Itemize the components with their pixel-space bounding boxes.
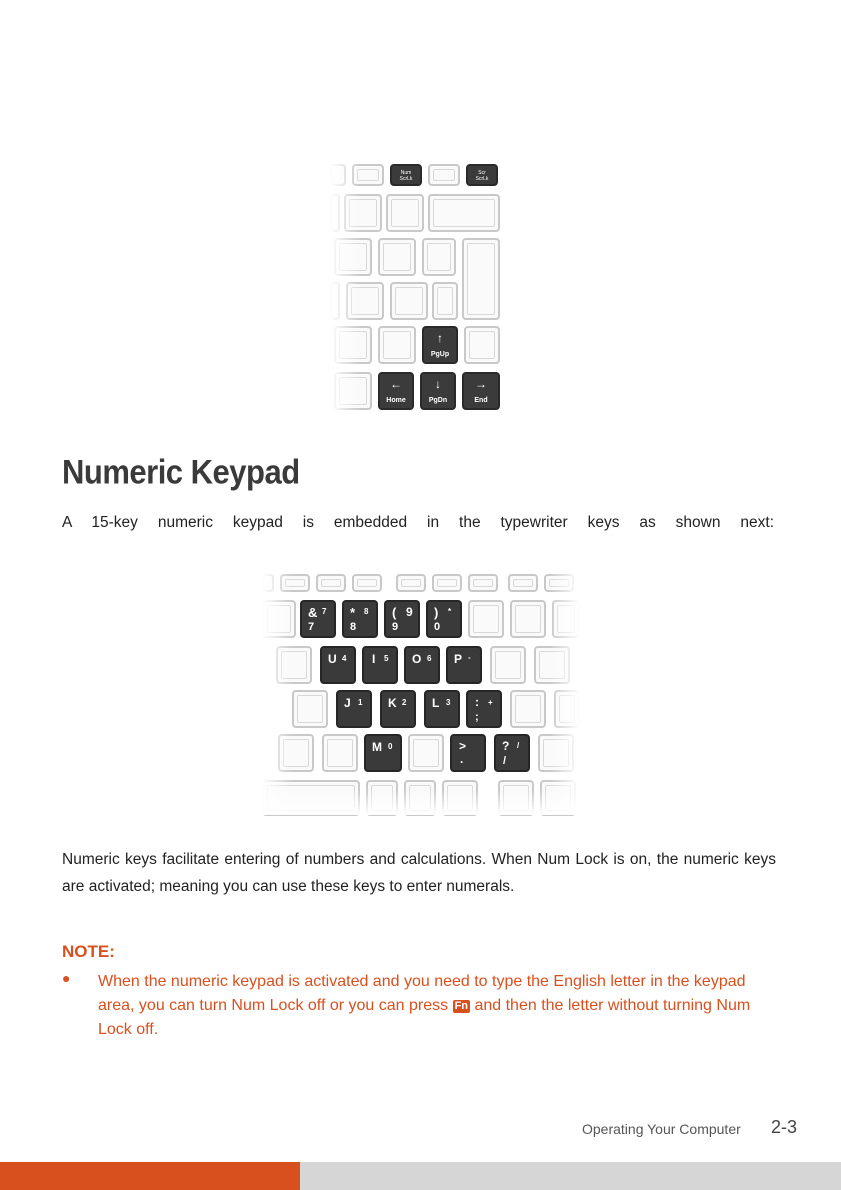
key-m-secondary: 0 [388, 742, 393, 751]
key-8-number: 8 [350, 621, 357, 633]
key-semicolon-primary: : [475, 695, 479, 709]
key-shift [464, 326, 500, 364]
body-paragraph: Numeric keys facilitate entering of numbers and calculations. When Num Lock is on, the numeric keys are activated; meaning you can use these keys to enter numerals. [62, 851, 776, 895]
key-f-row [508, 574, 538, 592]
key-pgup-label: PgUp [430, 351, 450, 358]
key-f-row [352, 574, 382, 592]
key-pgup [422, 326, 458, 364]
note-text-before: When the numeric keypad is activated and you need to type the English letter in the keypad area, you can turn Num Lock off or you can press [98, 973, 746, 1014]
key-slash-lower: / [503, 755, 507, 767]
key-l [424, 690, 460, 728]
footer-chapter-label: Operating Your Computer [582, 1121, 741, 1137]
figure-fade [550, 570, 580, 815]
key-semicolon-lower: ; [475, 711, 479, 723]
key-numlock [390, 164, 422, 186]
footer-bar [300, 1162, 841, 1190]
key-enter [462, 238, 500, 320]
key-bracket-open [490, 646, 526, 684]
key-h [292, 690, 328, 728]
key-period [450, 734, 486, 772]
figure-fade [262, 570, 292, 815]
key-equals [386, 194, 424, 232]
key-j [336, 690, 372, 728]
key-0-number: 0 [434, 621, 441, 633]
key-9 [384, 600, 420, 638]
key-l-primary: L [432, 696, 440, 710]
key-quote [510, 690, 546, 728]
key-u-secondary: 4 [342, 654, 347, 663]
key-f-row [432, 574, 462, 592]
key-m [364, 734, 402, 772]
key-period-lower: . [460, 752, 464, 766]
key-i [362, 646, 398, 684]
down-arrow-icon: ↓ [435, 377, 441, 391]
key-semicolon [466, 690, 502, 728]
key-home-label: Home [386, 397, 406, 404]
key-0-primary: ) [434, 605, 439, 620]
key-slash [494, 734, 530, 772]
key-f-row [396, 574, 426, 592]
note-text [98, 970, 780, 1042]
figure-fade [330, 160, 360, 415]
key-numlock-label: Num ScrLk [399, 170, 413, 182]
right-arrow-icon: → [475, 377, 487, 391]
section-title: Numeric Keypad [62, 452, 300, 492]
key-end-label: End [474, 397, 488, 404]
key-semicolon-secondary: + [488, 698, 493, 707]
key-i-primary: I [372, 652, 376, 666]
key-9-secondary: 9 [406, 605, 413, 619]
key-7-primary: & [308, 605, 318, 620]
key-o-primary: O [412, 652, 422, 666]
key-8-secondary: 8 [364, 607, 369, 616]
key-backslash [432, 282, 458, 320]
key-u-primary: U [328, 652, 337, 666]
figure-fade [262, 789, 580, 815]
intro-text: A 15-key numeric keypad is embedded in the typewriter keys as shown next: [62, 514, 774, 531]
key-8-primary: * [350, 605, 356, 620]
key-minus [468, 600, 504, 638]
key-p-primary: P [454, 652, 463, 666]
key-k-secondary: 2 [402, 698, 407, 707]
key-slash-primary: ? [502, 739, 510, 753]
bullet-icon: ● [62, 970, 71, 986]
key-m-primary: M [372, 740, 382, 754]
key-j-secondary: 1 [358, 698, 363, 707]
key-7-number: 7 [308, 621, 315, 633]
key-bracket-open [378, 238, 416, 276]
key-backspace [428, 194, 500, 232]
key-0 [426, 600, 462, 638]
key-comma [408, 734, 444, 772]
key-9-number: 9 [392, 621, 399, 633]
key-o [404, 646, 440, 684]
key-bracket-close [422, 238, 456, 276]
key-quote [390, 282, 428, 320]
key-u [320, 646, 356, 684]
key-home [378, 372, 414, 410]
key-0-secondary: * [448, 607, 452, 616]
key-slash [378, 326, 416, 364]
key-j-primary: J [344, 696, 351, 710]
key-8 [342, 600, 378, 638]
key-o-secondary: 6 [427, 654, 432, 663]
key-n [322, 734, 358, 772]
note-heading: NOTE: [62, 942, 115, 961]
key-f-row [468, 574, 498, 592]
key-pgdn-label: PgDn [428, 397, 448, 404]
navigation-keys-figure [330, 160, 505, 415]
key-scrlock [466, 164, 498, 186]
key-9-primary: ( [392, 605, 397, 620]
key-end [462, 372, 500, 410]
fn-key-icon: Fn [454, 1000, 469, 1012]
key-f-row [316, 574, 346, 592]
key-7 [300, 600, 336, 638]
note-text-after: and then the letter without turning Num Lock off. [98, 997, 751, 1038]
footer-bar-accent [0, 1162, 300, 1190]
key-7-secondary: 7 [322, 607, 327, 616]
key-p-secondary: - [468, 653, 471, 662]
key-equals [510, 600, 546, 638]
key-l-secondary: 3 [446, 698, 451, 707]
up-arrow-icon: ↑ [437, 331, 443, 345]
key-p [446, 646, 482, 684]
key-k-primary: K [388, 696, 397, 710]
footer-page-number: 2-3 [771, 1117, 798, 1137]
key-period-primary: > [459, 739, 467, 753]
key-pgdn [420, 372, 456, 410]
key-i-secondary: 5 [384, 654, 389, 663]
key-slash-secondary: / [517, 741, 520, 750]
left-arrow-icon: ← [390, 377, 402, 391]
numeric-keypad-figure [262, 570, 580, 815]
key-k [380, 690, 416, 728]
key-scrlock-label: Scr ScrLk [475, 170, 489, 182]
key-prtsc [428, 164, 460, 186]
